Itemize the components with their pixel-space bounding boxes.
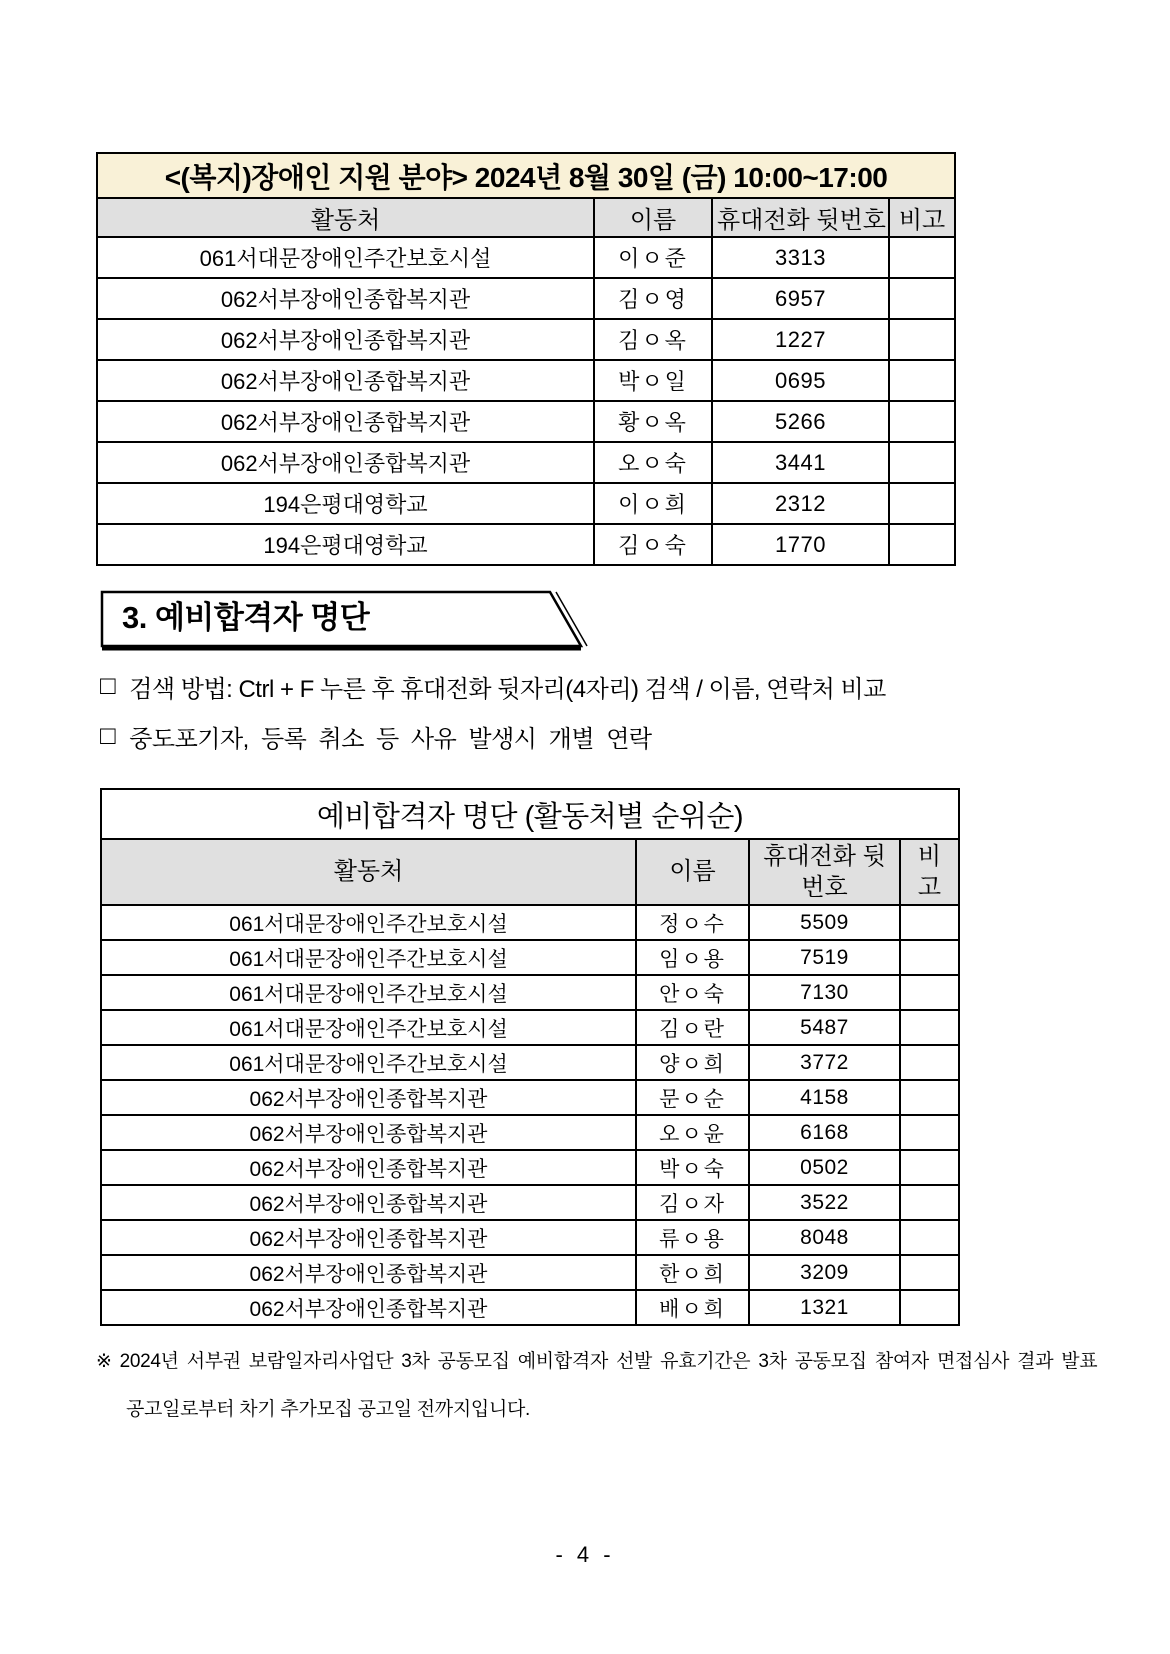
table-row	[97, 442, 955, 483]
name-cell: 김ㅇ영	[594, 278, 712, 319]
name-cell: 김ㅇ란	[636, 1010, 749, 1045]
name-cell: 김ㅇ자	[636, 1185, 749, 1220]
activity-place-cell: 061서대문장애인주간보호시설	[101, 1010, 636, 1045]
activity-place-cell: 194은평대영학교	[97, 524, 594, 565]
activity-place-cell: 062서부장애인종합복지관	[97, 319, 594, 360]
note-cell	[900, 1290, 959, 1325]
note-cell	[889, 237, 955, 278]
activity-place-cell: 062서부장애인종합복지관	[97, 278, 594, 319]
note-cell	[889, 360, 955, 401]
column-header-note: 비고	[889, 198, 955, 237]
phone-last-digits-cell: 3313	[712, 237, 889, 278]
phone-last-digits-cell: 3209	[749, 1255, 900, 1290]
activity-place-cell: 062서부장애인종합복지관	[97, 401, 594, 442]
phone-last-digits-cell: 6957	[712, 278, 889, 319]
phone-last-digits-cell: 3522	[749, 1185, 900, 1220]
phone-last-digits-cell: 1770	[712, 524, 889, 565]
activity-place-cell: 062서부장애인종합복지관	[101, 1290, 636, 1325]
note-cell	[900, 940, 959, 975]
note-cell	[900, 1010, 959, 1045]
activity-place-cell: 061서대문장애인주간보호시설	[101, 1045, 636, 1080]
activity-place-cell: 062서부장애인종합복지관	[101, 1185, 636, 1220]
activity-place-cell: 061서대문장애인주간보호시설	[101, 905, 636, 940]
column-header-note: 비고	[900, 839, 959, 905]
table-row	[101, 1150, 959, 1185]
name-cell: 박ㅇ숙	[636, 1150, 749, 1185]
name-cell: 오ㅇ윤	[636, 1115, 749, 1150]
table-row	[97, 360, 955, 401]
name-cell: 배ㅇ희	[636, 1290, 749, 1325]
table2-header-row	[101, 839, 959, 905]
activity-place-cell: 062서부장애인종합복지관	[101, 1080, 636, 1115]
note-cell	[900, 1150, 959, 1185]
column-header-name: 이름	[636, 839, 749, 905]
phone-last-digits-cell: 5509	[749, 905, 900, 940]
phone-last-digits-cell: 1321	[749, 1290, 900, 1325]
note-cell	[900, 1185, 959, 1220]
note-cell	[900, 1115, 959, 1150]
column-header-activity-place: 활동처	[101, 839, 636, 905]
table-row	[97, 237, 955, 278]
table-row	[101, 1290, 959, 1325]
note-cell	[889, 401, 955, 442]
name-cell: 양ㅇ희	[636, 1045, 749, 1080]
table-row	[101, 1010, 959, 1045]
table-row	[101, 1045, 959, 1080]
phone-last-digits-cell: 5487	[749, 1010, 900, 1045]
activity-place-cell: 062서부장애인종합복지관	[101, 1150, 636, 1185]
table-row	[101, 1115, 959, 1150]
name-cell: 임ㅇ용	[636, 940, 749, 975]
name-cell: 이ㅇ희	[594, 483, 712, 524]
table-row	[101, 975, 959, 1010]
name-cell: 한ㅇ희	[636, 1255, 749, 1290]
phone-last-digits-cell: 8048	[749, 1220, 900, 1255]
table-row	[97, 524, 955, 565]
table-row	[97, 401, 955, 442]
activity-place-cell: 062서부장애인종합복지관	[97, 442, 594, 483]
activity-place-cell: 061서대문장애인주간보호시설	[101, 940, 636, 975]
section-heading-banner	[100, 590, 605, 652]
bullet-line-individual-contact	[100, 720, 1110, 752]
waitlist-table	[100, 788, 960, 1326]
table-row	[101, 1080, 959, 1115]
activity-place-cell: 062서부장애인종합복지관	[97, 360, 594, 401]
support-field-schedule-table	[96, 152, 956, 566]
phone-last-digits-cell: 1227	[712, 319, 889, 360]
activity-place-cell: 061서대문장애인주간보호시설	[97, 237, 594, 278]
table2-title-row	[101, 789, 959, 839]
table1-header-row	[97, 198, 955, 237]
column-header-activity-place: 활동처	[97, 198, 594, 237]
activity-place-cell: 061서대문장애인주간보호시설	[101, 975, 636, 1010]
table-row	[97, 278, 955, 319]
table-row	[101, 1220, 959, 1255]
note-cell	[889, 442, 955, 483]
table-row	[101, 1185, 959, 1220]
name-cell: 박ㅇ일	[594, 360, 712, 401]
column-header-name: 이름	[594, 198, 712, 237]
name-cell: 황ㅇ옥	[594, 401, 712, 442]
checkbox-bullet-icon: □	[100, 669, 116, 700]
table-row	[101, 1255, 959, 1290]
table-row	[97, 319, 955, 360]
phone-last-digits-cell: 0695	[712, 360, 889, 401]
note-cell	[900, 1220, 959, 1255]
phone-last-digits-cell: 6168	[749, 1115, 900, 1150]
footnote-line: 공고일로부터 차기 추가모집 공고일 전까지입니다.	[126, 1399, 531, 1420]
note-cell	[900, 905, 959, 940]
bullet-text: 검색 방법: Ctrl + F 누른 후 휴대전화 뒷자리(4자리) 검색 / 이름, 연락처 비교	[129, 675, 886, 703]
checkbox-bullet-icon: □	[100, 719, 116, 750]
name-cell: 이ㅇ준	[594, 237, 712, 278]
phone-last-digits-cell: 7130	[749, 975, 900, 1010]
note-cell	[889, 278, 955, 319]
page-number: - 4 -	[555, 1542, 615, 1567]
table-row	[101, 940, 959, 975]
footnote-line: ※ 2024년 서부권 보람일자리사업단 3차 공동모집 예비합격자 선발 유효기간은 3차 공동모집 참여자 면접심사 결과 발표	[96, 1351, 1098, 1372]
note-cell	[900, 975, 959, 1010]
bullet-text: 중도포기자, 등록 취소 등 사유 발생시 개별 연락	[129, 725, 652, 753]
phone-last-digits-cell: 4158	[749, 1080, 900, 1115]
note-cell	[889, 483, 955, 524]
note-cell	[889, 319, 955, 360]
name-cell: 정ㅇ수	[636, 905, 749, 940]
table-row	[101, 905, 959, 940]
phone-last-digits-cell: 3441	[712, 442, 889, 483]
note-cell	[900, 1255, 959, 1290]
activity-place-cell: 194은평대영학교	[97, 483, 594, 524]
note-cell	[900, 1080, 959, 1115]
phone-last-digits-cell: 7519	[749, 940, 900, 975]
phone-last-digits-cell: 3772	[749, 1045, 900, 1080]
note-cell	[889, 524, 955, 565]
activity-place-cell: 062서부장애인종합복지관	[101, 1255, 636, 1290]
name-cell: 오ㅇ숙	[594, 442, 712, 483]
footnote	[96, 1346, 1096, 1421]
name-cell: 김ㅇ숙	[594, 524, 712, 565]
name-cell: 김ㅇ옥	[594, 319, 712, 360]
section-title: 3. 예비합격자 명단	[122, 600, 370, 635]
phone-last-digits-cell: 0502	[749, 1150, 900, 1185]
note-cell	[900, 1045, 959, 1080]
column-header-phone-last-digits: 휴대전화 뒷번호	[712, 198, 889, 237]
phone-last-digits-cell: 5266	[712, 401, 889, 442]
name-cell: 류ㅇ용	[636, 1220, 749, 1255]
name-cell: 문ㅇ순	[636, 1080, 749, 1115]
bullet-line-search-method	[100, 670, 1110, 702]
table1-title: <(복지)장애인 지원 분야> 2024년 8월 30일 (금) 10:00~17:00	[97, 153, 955, 198]
column-header-phone-last-digits: 휴대전화 뒷번호	[749, 839, 900, 905]
table2-title: 예비합격자 명단 (활동처별 순위순)	[101, 789, 959, 839]
activity-place-cell: 062서부장애인종합복지관	[101, 1115, 636, 1150]
phone-last-digits-cell: 2312	[712, 483, 889, 524]
name-cell: 안ㅇ숙	[636, 975, 749, 1010]
activity-place-cell: 062서부장애인종합복지관	[101, 1220, 636, 1255]
table1-title-row	[97, 153, 955, 198]
table-row	[97, 483, 955, 524]
